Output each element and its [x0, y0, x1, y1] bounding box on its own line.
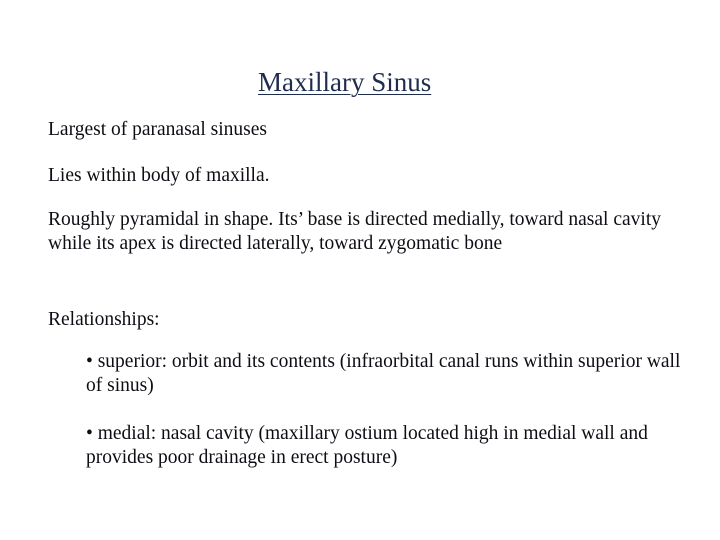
- relationship-superior: • superior: orbit and its contents (infraorbital canal runs within superior wall of sinus): [86, 351, 681, 396]
- paragraph-location: Lies within body of maxilla.: [48, 165, 270, 186]
- paragraph-largest: Largest of paranasal sinuses: [48, 119, 267, 140]
- relationship-medial: • medial: nasal cavity (maxillary ostium located high in medial wall and provides poor drainage in erect posture): [86, 423, 648, 468]
- paragraph-shape: Roughly pyramidal in shape. Its’ base is directed medially, toward nasal cavity while its apex is directed laterally, toward zygomatic bone: [48, 209, 661, 254]
- slide-title: [258, 64, 431, 100]
- slide-title-text: Maxillary Sinus: [258, 67, 432, 97]
- paragraph-relationships-heading: Relationships:: [48, 309, 160, 330]
